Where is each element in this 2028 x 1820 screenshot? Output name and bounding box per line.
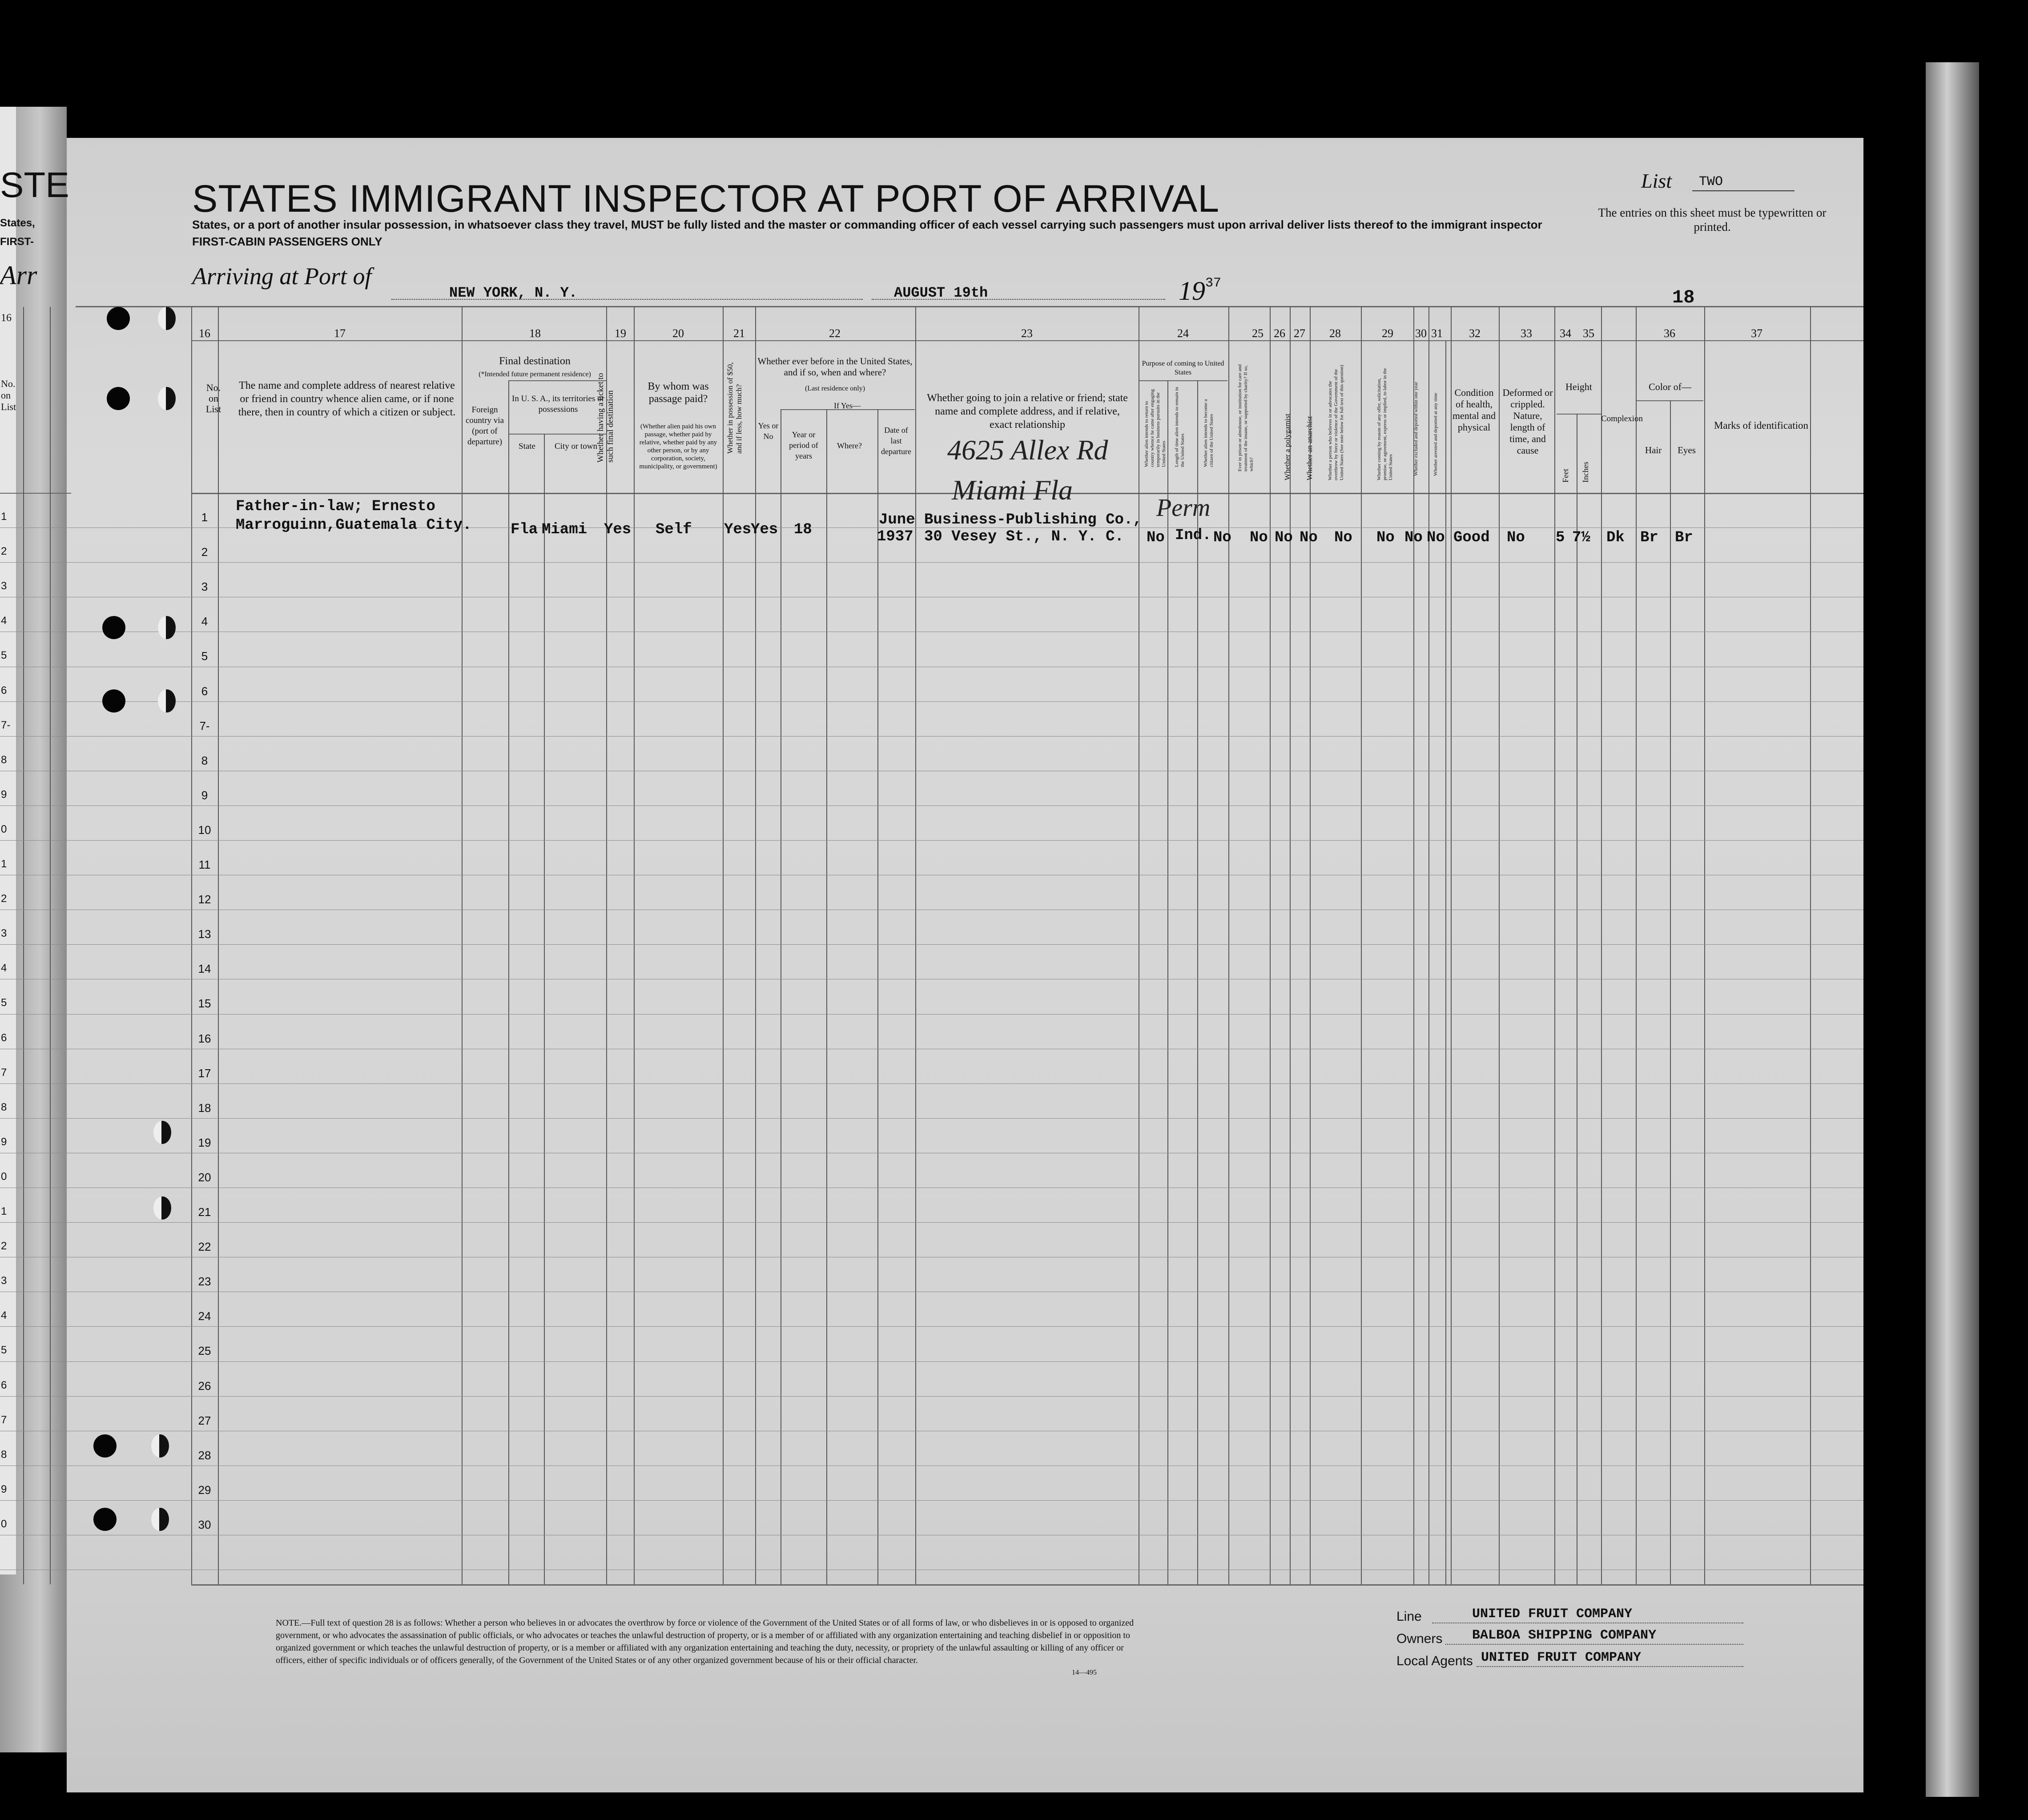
col18-note: (*Intended future permanent residence): [479, 370, 591, 378]
column-rule: [1228, 307, 1229, 1584]
column-number: 29: [1382, 327, 1393, 340]
column-rule: [1270, 307, 1271, 1584]
left-row-number: 9: [1, 1483, 7, 1495]
entry-return: No: [1147, 529, 1165, 546]
entry-excluded: No: [1404, 529, 1423, 546]
column-rule: [544, 434, 545, 1584]
row-number: 23: [198, 1275, 211, 1288]
entry-deformed: No: [1507, 529, 1525, 546]
row-number: 4: [201, 615, 208, 628]
form-number: 14—495: [1072, 1669, 1097, 1676]
entry-ever-before: Yes: [751, 521, 778, 538]
date-underline: [872, 299, 1165, 300]
left-col-number: 16: [1, 312, 12, 324]
owners-value: BALBOA SHIPPING COMPANY: [1472, 1628, 1657, 1643]
list-value: TWO: [1699, 174, 1723, 189]
row-rule: [0, 736, 1863, 737]
col22-date: Date of last departure: [881, 426, 911, 456]
entry-complexion: Dk: [1606, 529, 1625, 546]
entries-note: The entries on this sheet must be typewritten or printed.: [1598, 206, 1827, 234]
row-number: 26: [198, 1379, 211, 1393]
list-underline: [1692, 190, 1795, 191]
col19-header: Whether having a ticket to such final destination: [596, 373, 615, 463]
entry-eyes: Br: [1675, 529, 1693, 546]
left-row-number: 6: [1, 1379, 7, 1391]
punch-hole: [107, 307, 130, 330]
column-rule: [218, 307, 219, 1584]
relative-line1: Father-in-law; Ernesto: [236, 498, 435, 515]
col36-title: Color of—: [1649, 381, 1691, 392]
punch-hole-shadow: [158, 387, 176, 410]
row-rule: [0, 1014, 1863, 1015]
subtitle-instructions: States, or a port of another insular possession, in whatsoever class they travel, MUST be fully listed and the master or commanding officer of each vessel carrying such passengers must upon arrival deliver lists thereof to the immigrant inspector: [192, 218, 1542, 231]
subtitle-first-cabin: FIRST-CABIN PASSENGERS ONLY: [192, 235, 382, 248]
handwritten-address-line2: Miami Fla: [952, 474, 1073, 506]
agents-label: Local Agents: [1396, 1654, 1473, 1668]
year-suffix: 37: [1205, 276, 1222, 291]
punch-hole: [102, 616, 125, 639]
entry-deported: No: [1427, 529, 1445, 546]
column-number: 33: [1521, 327, 1532, 340]
entry-length-of-stay: Ind.: [1175, 527, 1211, 544]
row-rule: [0, 1118, 1863, 1119]
row-rule: [0, 840, 1863, 841]
col18-sub-rule2: [509, 434, 607, 435]
column-number: 27: [1294, 327, 1305, 340]
relative-line2: Marroguinn,Guatemala City.: [236, 517, 472, 534]
col18-sub-rule: [509, 380, 607, 381]
column-rule: [1704, 307, 1705, 1584]
column-number: 18: [529, 327, 541, 340]
column-number: 19: [615, 327, 626, 340]
row-rule: [0, 944, 1863, 945]
column-rule: [1197, 380, 1198, 1584]
col22-title: Whether ever before in the United States, and if so, when and where?: [757, 356, 913, 378]
row-number: 10: [198, 823, 211, 837]
entry-departure-month: June: [879, 511, 915, 528]
year-value: [1179, 276, 1221, 306]
line-label: Line: [1396, 1609, 1422, 1624]
left-fragment-arriving: Arr: [0, 261, 37, 290]
column-number: 37: [1751, 327, 1762, 340]
column-rule: [1290, 307, 1291, 1584]
row-number: 12: [198, 893, 211, 906]
column-rule: [826, 409, 827, 1584]
left-row-number: 1: [1, 511, 7, 523]
col36-hair: Hair: [1645, 445, 1662, 455]
question-28-note: NOTE.—Full text of question 28 is as follows: Whether a person who believes in or advocates the overthrow by force or violence of the Government of the United States or of all forms of law, or who disbelieves in or is opposed to organized government, or who advocates the assassination of public officials, or who advocates or teaches the unlawful destruction of property, or is a member of or affiliated with any organization entertaining and teaching disbelief in or opposition to organized government or which teaches the unlawful destruction of property, or is a member or affiliated with any organization entertaining and teaching the duty, necessity, or propriety of the unlawful assaulting or killing of any officer or officers, either of specific individuals or of officers generally, of the Government of the United States or of any other organized government because of his or their official character.: [276, 1618, 1134, 1665]
column-number: 32: [1469, 327, 1481, 340]
row-number: 20: [198, 1170, 211, 1184]
row-number: 1: [201, 511, 208, 524]
row-number: 25: [198, 1344, 211, 1358]
entry-overthrow: No: [1334, 529, 1352, 546]
handwritten-perm: Perm: [1156, 494, 1211, 522]
left-fragment-first: FIRST-: [0, 236, 34, 248]
left-header-bottom-rule: [0, 493, 71, 494]
table-top-rule: [76, 306, 1863, 307]
row-number: 15: [198, 997, 211, 1011]
col21-header: Whether in possession of $50, and if less, how much?: [726, 362, 743, 454]
punch-hole-shadow: [158, 307, 176, 330]
column-rule: [1601, 307, 1602, 1584]
left-row-number: 0: [1, 1170, 7, 1183]
entry-labor: No: [1376, 529, 1395, 546]
punch-hole-shadow: [158, 616, 176, 639]
col31-header: Whether arrested and deported at any time: [1433, 393, 1438, 476]
col34-feet: Feet: [1561, 469, 1570, 483]
owners-underline: [1445, 1644, 1743, 1645]
left-row-number: 1: [1, 858, 7, 870]
column-rule: [606, 307, 607, 1584]
col36-eyes: Eyes: [1678, 445, 1696, 455]
column-number: 26: [1274, 327, 1285, 340]
column-number: 31: [1431, 327, 1443, 340]
row-rule: [0, 1361, 1863, 1362]
column-number: 23: [1021, 327, 1033, 340]
column-rule: [877, 409, 878, 1584]
row-number: 27: [198, 1413, 211, 1427]
row-number: 19: [198, 1135, 211, 1149]
column-rule: [1428, 307, 1429, 1584]
left-row-number: 9: [1, 1135, 7, 1148]
col34-title: Height: [1565, 381, 1592, 392]
row-number: 2: [201, 545, 208, 559]
column-rule: [915, 307, 916, 1584]
column-number: 35: [1583, 327, 1594, 340]
col18-foreign: Foreign country via (port of departure): [465, 405, 504, 447]
column-number: 22: [829, 327, 841, 340]
left-fragment-states: States,: [0, 217, 35, 229]
handwritten-address-line1: 4625 Allex Rd: [947, 434, 1108, 466]
col22-note: (Last residence only): [805, 385, 865, 392]
row-rule: [0, 562, 1863, 563]
col18-state: State: [519, 442, 535, 451]
col16-header: No. on List: [205, 382, 221, 415]
list-label: List: [1641, 169, 1672, 192]
col20-note: (Whether alien paid his own passage, whether paid by relative, whether paid by any other person, or by any corporation, society, municipality, or government): [639, 423, 717, 470]
left-row-number: 2: [1, 1240, 7, 1252]
col22-year: Year or period of years: [789, 430, 818, 460]
row-number: 17: [198, 1066, 211, 1080]
col23-header: Whether going to join a relative or friend; state name and complete address, and if relative, exact relationship: [927, 392, 1128, 431]
column-number: 21: [733, 327, 745, 340]
col34-sub-rule: [1557, 414, 1601, 415]
column-number: 34: [1560, 327, 1571, 340]
entry-joining-line1: Business-Publishing Co.,: [924, 511, 1142, 528]
row-number: 13: [198, 927, 211, 941]
col17-header: The name and complete address of nearest relative or friend in country whence alien came, or if none there, then in country of which a citizen or subject.: [238, 380, 456, 418]
column-rule: [462, 307, 463, 1584]
entry-prison: No: [1250, 529, 1268, 546]
column-rule: [1451, 307, 1452, 1584]
punch-hole-shadow: [151, 1434, 169, 1458]
left-row-number: 3: [1, 1275, 7, 1287]
col30-header: Whether excluded and deported within one year: [1413, 382, 1419, 476]
row-rule: [0, 1083, 1863, 1084]
left-row-number: 0: [1, 1518, 7, 1530]
column-number: 30: [1415, 327, 1427, 340]
entry-inches: 7½: [1572, 529, 1590, 546]
entry-ticket: Yes: [604, 521, 632, 538]
entry-joining-line2: 30 Vesey St., N. Y. C.: [924, 528, 1124, 545]
col24-a: Whether alien intends to return to country whence he came after engaging temporarily in business pursuits in the United States: [1144, 389, 1167, 467]
entry-state: Fla: [511, 521, 538, 538]
col27-header: Whether an anarchist: [1305, 416, 1314, 480]
column-rule: [723, 307, 724, 1584]
row-number: 16: [198, 1031, 211, 1045]
row-number: 11: [198, 858, 211, 871]
row-number: 24: [198, 1309, 211, 1323]
col24-b: Length of time alien intends to remain in the United States: [1174, 387, 1185, 467]
agents-underline: [1477, 1666, 1743, 1667]
left-row-number: 3: [1, 927, 7, 940]
row-number: 28: [198, 1448, 211, 1462]
left-row-number: 2: [1, 545, 7, 558]
punch-hole-shadow: [153, 1121, 171, 1144]
left-row-number: 7-: [1, 719, 11, 731]
left-row-number: 4: [1, 962, 7, 974]
row-number: 3: [201, 580, 208, 594]
row-number: 30: [198, 1518, 211, 1531]
column-rule: [1636, 307, 1637, 1584]
column-number: 36: [1664, 327, 1675, 340]
entry-has-50: Yes: [724, 521, 752, 538]
col24-title: Purpose of coming to United States: [1142, 360, 1224, 376]
column-number: 28: [1329, 327, 1341, 340]
column-rule: [508, 380, 509, 1584]
left-row-number: 8: [1, 753, 7, 766]
column-rule: [1499, 307, 1500, 1584]
row-rule: [0, 1500, 1863, 1501]
row-number: 22: [198, 1240, 211, 1254]
column-rule: [1810, 307, 1811, 1584]
entry-departure-year: 1937: [877, 528, 913, 545]
column-rule: [755, 307, 756, 1584]
left-row-number: 4: [1, 615, 7, 627]
column-rule: [1670, 400, 1671, 1584]
col24-sub-rule: [1139, 380, 1227, 381]
left-row-number: 9: [1, 788, 7, 801]
col22-yesno: Yes or No: [758, 421, 779, 441]
entry-city: Miami: [542, 521, 587, 538]
col34-inches: Inches: [1581, 462, 1590, 483]
entry-feet: 5: [1556, 529, 1565, 546]
row-number: 8: [201, 753, 208, 767]
punch-hole: [102, 689, 125, 713]
row-rule: [0, 805, 1863, 806]
row-rule: [0, 1396, 1863, 1397]
col37-header: Marks of identification: [1714, 420, 1809, 431]
left-row-number: 8: [1, 1101, 7, 1113]
row-number: 7-: [199, 719, 210, 733]
left-row-number: 5: [1, 649, 7, 662]
column-number: 25: [1252, 327, 1263, 340]
left-row-number: 4: [1, 1309, 7, 1322]
entry-paid-by: Self: [656, 521, 692, 538]
row-number: 21: [198, 1205, 211, 1219]
col33-header: Deformed or crippled. Nature, length of time, and cause: [1502, 387, 1553, 456]
row-number: 6: [201, 684, 208, 698]
left-row-number: 5: [1, 1344, 7, 1357]
col35-header: Complexion: [1601, 414, 1643, 423]
row-rule: [0, 1326, 1863, 1327]
column-rule: [1167, 380, 1168, 1584]
col32-header: Condition of health, mental and physical: [1452, 387, 1496, 433]
column-number: 24: [1177, 327, 1189, 340]
punch-hole: [93, 1508, 117, 1531]
col18-city: City or town: [554, 442, 598, 451]
agents-value: UNITED FRUIT COMPANY: [1481, 1650, 1642, 1665]
punch-hole: [93, 1434, 117, 1458]
page-title: STATES IMMIGRANT INSPECTOR AT PORT OF ARRIVAL: [192, 177, 1220, 220]
left-row-number: 6: [1, 684, 7, 697]
row-number: 14: [198, 962, 211, 976]
year-prefix: 19: [1179, 276, 1205, 306]
row-rule: [0, 701, 1863, 702]
left-row-number: 6: [1, 1031, 7, 1044]
col18-usa: In U. S. A., its territories or possessions: [512, 394, 604, 414]
line-value: UNITED FRUIT COMPANY: [1472, 1607, 1633, 1622]
column-rule: [23, 307, 24, 1584]
col22-where: Where?: [837, 441, 862, 450]
col18-title: Final destination: [499, 355, 571, 367]
column-rule: [50, 307, 51, 1584]
left-row-number: 7: [1, 1413, 7, 1426]
punch-hole-shadow: [151, 1508, 169, 1531]
entry-polygamist: No: [1275, 529, 1293, 546]
column-number-rule: [191, 340, 1863, 341]
port-underline: [391, 299, 863, 300]
col28-header: Whether a person who believes in or advocates the overthrow by force or violence of the Government of the United States (See note below for full text of this question): [1328, 365, 1344, 480]
punch-hole-shadow: [153, 1196, 171, 1220]
column-rule: [1361, 307, 1362, 1584]
entry-citizen: No: [1213, 529, 1231, 546]
left-row-number: 2: [1, 893, 7, 905]
left-row-number: 1: [1, 1205, 7, 1217]
punch-hole-shadow: [158, 689, 176, 713]
column-rule: [1554, 307, 1555, 1584]
left-row-number: 0: [1, 823, 7, 835]
left-no-on-list: No. on List: [1, 378, 16, 412]
col29-header: Whether coming by reason of any offer, solicitation, promise, or agreement, express or implied, to labor in the United States: [1376, 368, 1393, 480]
arriving-label: Arriving at Port of: [192, 263, 372, 290]
row-number: 18: [198, 1101, 211, 1115]
col26-header: Whether a polygamist: [1283, 413, 1292, 480]
column-number: 17: [334, 327, 346, 340]
owners-label: Owners: [1396, 1631, 1443, 1646]
entry-hair: Br: [1640, 529, 1658, 546]
row-number: 9: [201, 788, 208, 802]
left-fragment-title: STE: [0, 165, 69, 205]
row-rule: [0, 1222, 1863, 1223]
entry-anarchist: No: [1300, 529, 1318, 546]
col22-ifyes: If Yes—: [833, 401, 861, 410]
page-number: 18: [1672, 287, 1695, 308]
punch-hole: [107, 387, 130, 410]
column-number: 16: [199, 327, 210, 340]
entry-years: 18: [794, 521, 812, 538]
row-number: 5: [201, 649, 208, 663]
left-row-number: 7: [1, 1066, 7, 1079]
column-rule: [1413, 307, 1414, 1584]
col24-c: Whether alien intends to become a citizen of the United States: [1203, 399, 1214, 467]
left-row-number: 8: [1, 1448, 7, 1461]
left-row-number: 3: [1, 580, 7, 592]
table-bottom-rule: [191, 1584, 1863, 1586]
col25-header: Ever in prison or almshouse, or institution for care and treatment of the insane, or supported by charity? If so, which?: [1237, 364, 1254, 471]
row-number: 29: [198, 1483, 211, 1497]
column-rule: [1310, 307, 1311, 1584]
date-value: AUGUST 19th: [894, 285, 988, 301]
column-rule: [634, 307, 635, 1584]
col20-title: By whom was passage paid?: [648, 381, 709, 405]
column-number: 20: [672, 327, 684, 340]
entry-health: Good: [1453, 529, 1490, 546]
left-row-number: 5: [1, 997, 7, 1009]
binder-edge: [1926, 62, 1979, 1797]
port-value: NEW YORK, N. Y.: [449, 285, 578, 301]
column-rule: [1445, 340, 1446, 1584]
